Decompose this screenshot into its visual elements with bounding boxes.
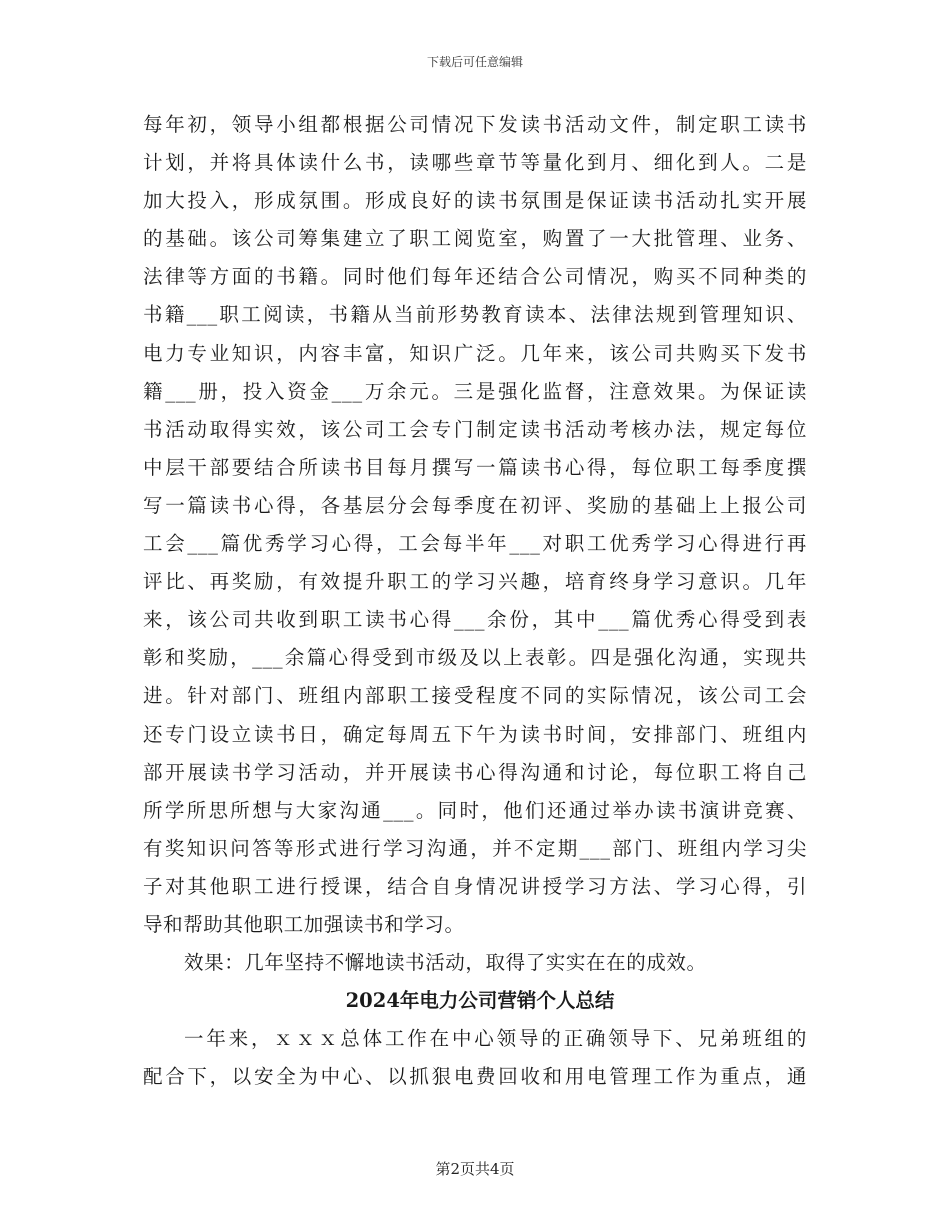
text-line: 评比、再奖励，有效提升职工的学习兴趣，培育终身学习意识。几年 — [143, 570, 807, 594]
text-line: 进。针对部门、班组内部职工接受程度不同的实际情况，该公司工会 — [143, 684, 807, 708]
text-line: 写一篇读书心得，各基层分会每季度在初评、奖励的基础上上报公司 — [143, 493, 807, 517]
section-title: 2024年电力公司营销个人总结 — [345, 989, 615, 1013]
header-note: 下载后可任意编辑 — [426, 55, 523, 69]
text-line: 有奖知识问答等形式进行学习沟通，并不定期___部门、班组内学习尖 — [143, 836, 807, 860]
text-line: 部开展读书学习活动，并开展读书心得沟通和讨论，每位职工将自己 — [143, 760, 807, 784]
paragraph-effect — [143, 944, 807, 982]
text-line: 导和帮助其他职工加强读书和学习。 — [143, 912, 465, 936]
text-line: 彰和奖励，___余篇心得受到市级及以上表彰。四是强化沟通，实现共 — [143, 646, 807, 670]
text-line: 加大投入，形成氛围。形成良好的读书氛围是保证读书活动扎实开展 — [143, 189, 807, 213]
text-line: 书籍___职工阅读，书籍从当前形势教育读本、法律法规到管理知识、 — [143, 303, 807, 327]
text-line: 书活动取得实效，该公司工会专门制定读书活动考核办法，规定每位 — [143, 417, 807, 441]
text-line: 法律等方面的书籍。同时他们每年还结合公司情况，购买不同种类的 — [143, 265, 807, 289]
text-line: 的基础。该公司筹集建立了职工阅览室，购置了一大批管理、业务、 — [143, 227, 807, 251]
text-line: 电力专业知识，内容丰富，知识广泛。几年来，该公司共购买下发书 — [143, 341, 807, 365]
text-line: 还专门设立读书日，确定每周五下午为读书时间，安排部门、班组内 — [143, 722, 807, 746]
paragraph-summary-intro — [143, 1020, 807, 1096]
paragraph-reading-activities — [143, 106, 807, 944]
text-line: 所学所思所想与大家沟通___。同时，他们还通过举办读书演讲竞赛、 — [143, 798, 807, 822]
text-line: 一年来，ｘｘｘ总体工作在中心领导的正确领导下、兄弟班组的 — [184, 1027, 807, 1051]
text-line: 子对其他职工进行授课，结合自身情况讲授学习方法、学习心得，引 — [143, 874, 807, 898]
text-line: 计划，并将具体读什么书，读哪些章节等量化到月、细化到人。二是 — [143, 151, 807, 175]
text-line: 效果：几年坚持不懈地读书活动，取得了实实在在的成效。 — [184, 951, 707, 975]
page-footer: 第2页共4页 — [435, 1160, 515, 1178]
text-line: 配合下，以安全为中心、以抓狠电费回收和用电管理工作为重点，通 — [143, 1065, 807, 1089]
text-line: 中层干部要结合所读书目每月撰写一篇读书心得，每位职工每季度撰 — [143, 455, 807, 479]
text-line: 工会___篇优秀学习心得，工会每半年___对职工优秀学习心得进行再 — [143, 532, 807, 556]
text-line: 来，该公司共收到职工读书心得___余份，其中___篇优秀心得受到表 — [143, 608, 807, 632]
document-content — [143, 106, 807, 1096]
text-line: 籍___册，投入资金___万余元。三是强化监督，注意效果。为保证读 — [143, 379, 807, 403]
text-line: 每年初，领导小组都根据公司情况下发读书活动文件，制定职工读书 — [143, 113, 807, 136]
